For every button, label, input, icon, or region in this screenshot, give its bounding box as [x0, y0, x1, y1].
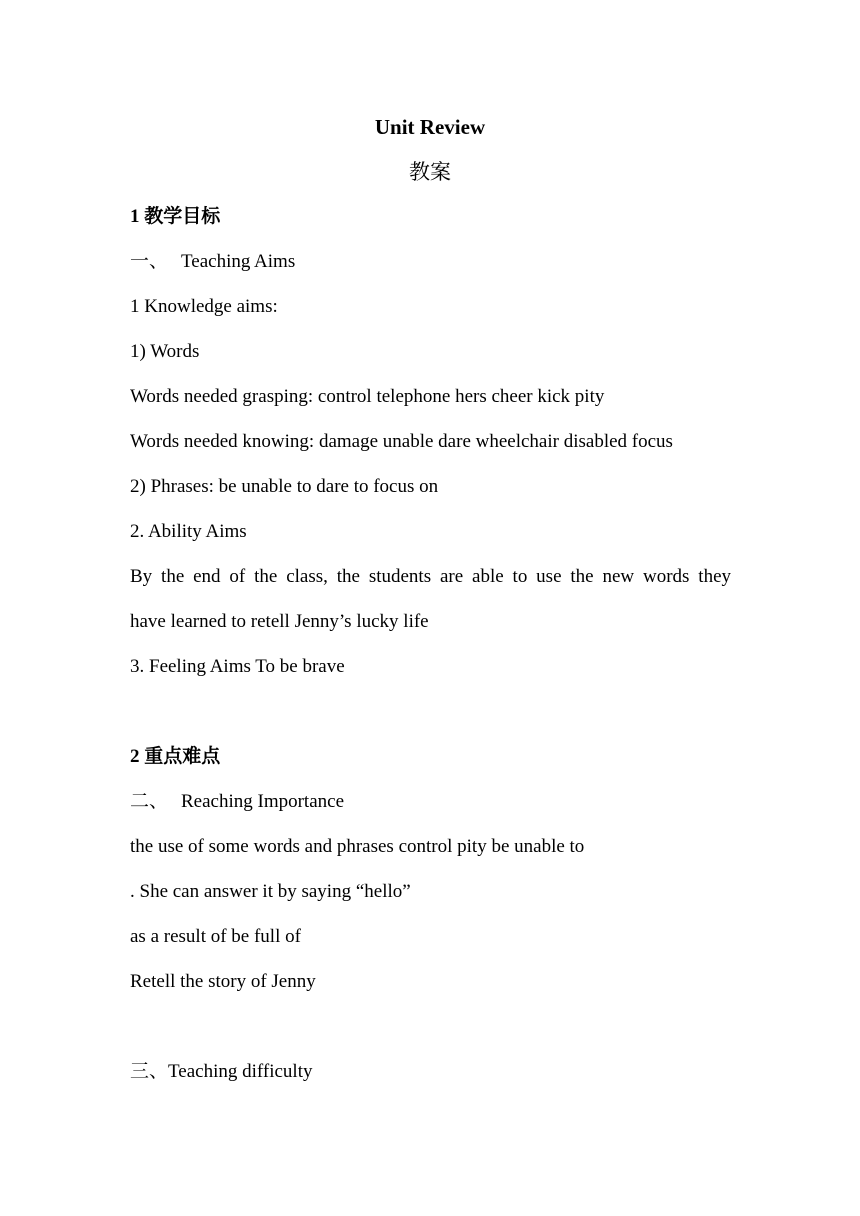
- importance-line-2: . She can answer it by saying “hello”: [130, 881, 411, 902]
- phrases: 2) Phrases: be unable to dare to focus on: [130, 476, 439, 497]
- reaching-importance-title: Reaching Importance: [181, 791, 345, 812]
- list-number: 一、: [130, 251, 169, 272]
- feeling-aims: 3. Feeling Aims To be brave: [130, 656, 345, 677]
- importance-line-3: as a result of be full of: [130, 926, 301, 947]
- teaching-aims-item: [130, 250, 295, 274]
- words-knowing: Words needed knowing: damage unable dare wheelchair disabled focus: [130, 431, 673, 452]
- ability-aims-text-line-1: By the end of the class, the students are able to use the new words they: [130, 566, 731, 587]
- list-number: 三、: [130, 1061, 169, 1082]
- importance-line-1: the use of some words and phrases control pity be unable to: [130, 836, 585, 857]
- section-heading-key-points: 2 重点难点: [130, 746, 221, 767]
- importance-line-4: Retell the story of Jenny: [130, 971, 316, 992]
- teaching-difficulty-item: [130, 1060, 312, 1084]
- section-heading-teaching-objectives: 1 教学目标: [130, 206, 221, 227]
- document-subtitle: 教案: [409, 160, 451, 184]
- ability-aims-text-line-2: have learned to retell Jenny’s lucky life: [130, 611, 429, 632]
- list-number: 二、: [130, 791, 169, 812]
- teaching-aims-title: Teaching Aims: [181, 251, 296, 272]
- document-title: Unit Review: [374, 115, 486, 139]
- knowledge-aims: 1 Knowledge aims:: [130, 296, 278, 317]
- words-heading: 1) Words: [130, 341, 200, 362]
- words-grasping: Words needed grasping: control telephone hers cheer kick pity: [130, 386, 605, 407]
- reaching-importance-item: [130, 790, 344, 814]
- teaching-difficulty-title: Teaching difficulty: [168, 1061, 313, 1082]
- ability-aims: 2. Ability Aims: [130, 521, 247, 542]
